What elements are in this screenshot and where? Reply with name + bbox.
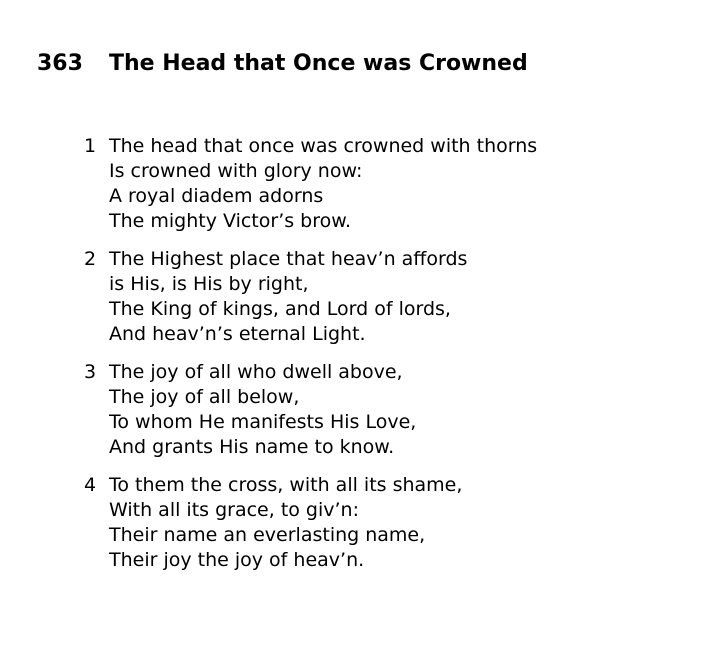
- verse-line: The Highest place that heav’n affords: [109, 248, 468, 270]
- verse-line: is His, is His by right,: [109, 273, 309, 295]
- verse-lines: [109, 360, 704, 460]
- hymn-title: The Head that Once was Crowned: [109, 51, 528, 76]
- verse-line: Their name an everlasting name,: [109, 524, 426, 546]
- verse-line: The joy of all below,: [109, 386, 300, 408]
- verse-number: 4: [84, 474, 97, 496]
- verse-line: To them the cross, with all its shame,: [109, 474, 463, 496]
- hymn-header: [37, 49, 528, 79]
- verse-2: [84, 247, 704, 347]
- verse-line: The joy of all who dwell above,: [109, 361, 403, 383]
- verse-line: Is crowned with glory now:: [109, 160, 363, 182]
- verse-4: [84, 473, 704, 573]
- hymn-number: 363: [37, 51, 83, 76]
- verses-list: [84, 134, 704, 586]
- verse-line: Their joy the joy of heav’n.: [109, 549, 365, 571]
- verse-lines: [109, 247, 704, 347]
- verse-number: 2: [84, 248, 97, 270]
- verse-line: The King of kings, and Lord of lords,: [109, 298, 451, 320]
- verse-number: 3: [84, 361, 97, 383]
- verse-line: A royal diadem adorns: [109, 185, 324, 207]
- verse-line: With all its grace, to giv’n:: [109, 499, 359, 521]
- verse-lines: [109, 473, 704, 573]
- verse-1: [84, 134, 704, 234]
- verse-number: 1: [84, 135, 97, 157]
- verse-lines: [109, 134, 704, 234]
- verse-line: The mighty Victor’s brow.: [109, 210, 352, 232]
- verse-3: [84, 360, 704, 460]
- verse-line: And heav’n’s eternal Light.: [109, 323, 366, 345]
- verse-line: And grants His name to know.: [109, 436, 395, 458]
- verse-line: To whom He manifests His Love,: [109, 411, 417, 433]
- verse-line: The head that once was crowned with thorns: [109, 135, 538, 157]
